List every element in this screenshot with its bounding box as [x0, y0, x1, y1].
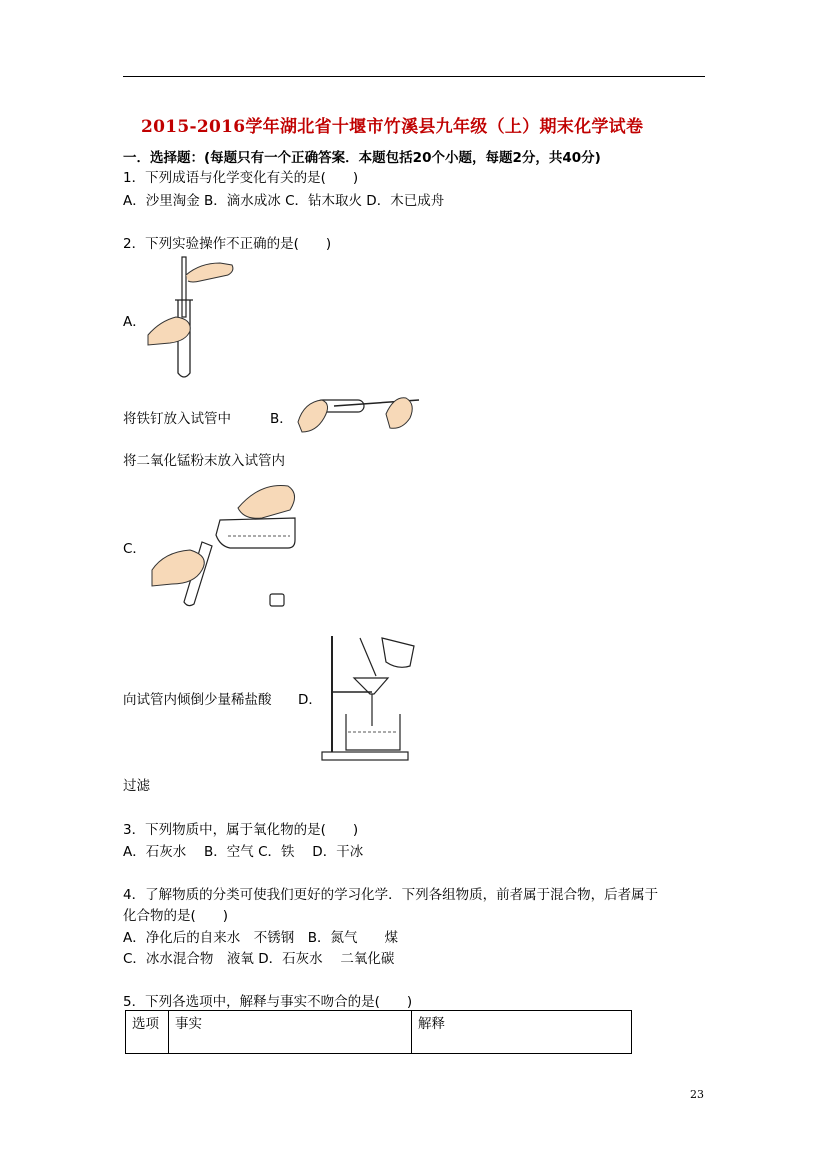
filtration-apparatus-illustration: [320, 632, 420, 762]
q2-b-label: B．: [270, 411, 293, 427]
q4-stem-line1: 4．了解物质的分类可使我们更好的学习化学．下列各组物质，前者属于混合物，后者属于: [123, 887, 659, 903]
q3-options: A．石灰水 B．空气 C．铁 D．干冰: [123, 844, 364, 860]
q1-stem: 1．下列成语与化学变化有关的是( ): [123, 170, 359, 186]
q5-stem: 5．下列各选项中，解释与事实不吻合的是( ): [123, 994, 413, 1010]
table-row: [126, 1011, 632, 1054]
page-title: 2015-2016学年湖北省十堰市竹溪县九年级（上）期末化学试卷: [141, 117, 644, 137]
q2-d-caption: 过滤: [123, 778, 150, 794]
q4-options-line2: C．冰水混合物 液氧 D．石灰水 二氧化碳: [123, 951, 395, 967]
q2-a-caption: 将铁钉放入试管中: [123, 411, 231, 427]
powder-spatula-illustration: [294, 388, 424, 436]
header-rule: [123, 76, 705, 77]
q2-c-caption: 向试管内倾倒少量稀盐酸: [123, 692, 272, 708]
section-heading: 一．选择题：(每题只有一个正确答案．本题包括20个小题，每题2分，共40分): [123, 150, 601, 166]
page-number: 23: [690, 1088, 704, 1101]
q2-stem: 2．下列实验操作不正确的是( ): [123, 236, 332, 252]
q2-c-label: C．: [123, 541, 146, 557]
q3-stem: 3．下列物质中，属于氧化物的是( ): [123, 822, 359, 838]
table-header-option: 选项: [126, 1011, 169, 1054]
test-tube-nail-illustration: [140, 255, 240, 380]
q1-options: A．沙里淘金 B．滴水成冰 C．钻木取火 D．木已成舟: [123, 193, 445, 209]
pouring-liquid-illustration: [150, 480, 300, 610]
q5-table: [125, 1010, 632, 1054]
q2-d-label: D．: [298, 692, 322, 708]
table-header-explanation: 解释: [412, 1011, 632, 1054]
q2-b-caption: 将二氧化锰粉末放入试管内: [123, 453, 285, 469]
q2-a-label: A．: [123, 314, 146, 330]
q4-stem-line2: 化合物的是( ): [123, 908, 229, 924]
q4-options-line1: A．净化后的自来水 不锈钢 B．氮气 煤: [123, 930, 398, 946]
table-header-fact: 事实: [169, 1011, 412, 1054]
